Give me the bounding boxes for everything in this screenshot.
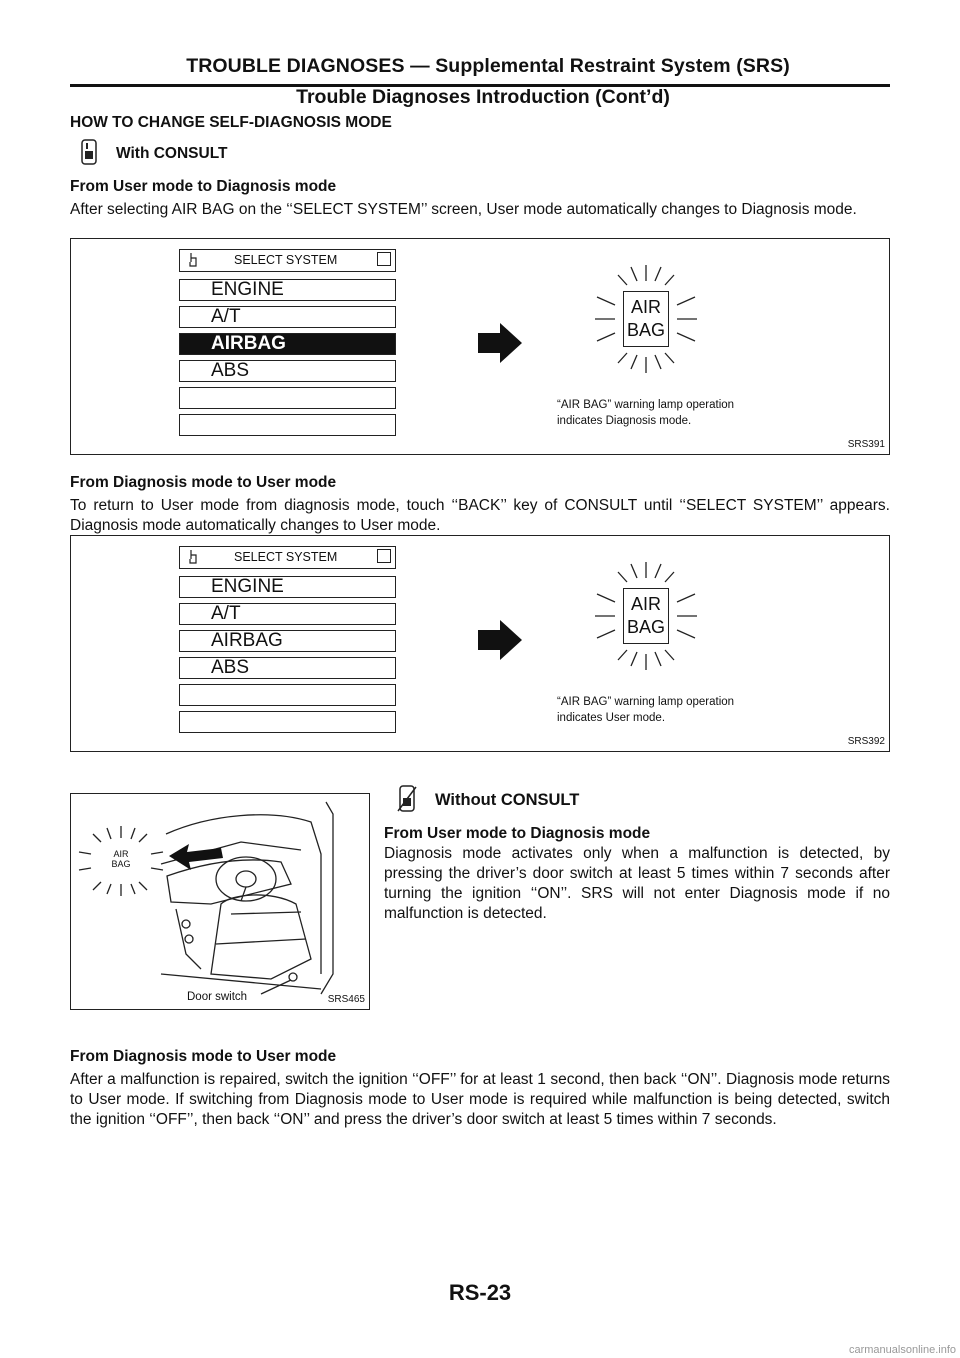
menu-item-at: A/T bbox=[179, 603, 396, 625]
wo-u2d-text: Diagnosis mode activates only when a malfunction is detected, by pressing the driver’s door switch at least 5 times within 7 seconds after turning the ignition ‘‘ON’’. SRS will not enter Diagnosis mode if no malfunction is detected. bbox=[384, 845, 890, 922]
lamp-label bbox=[109, 849, 133, 869]
with-consult-heading: With CONSULT bbox=[116, 145, 228, 162]
car-interior-illustration bbox=[71, 794, 369, 1009]
menu-item-airbag: AIRBAG bbox=[179, 630, 396, 652]
menu-item-abs: ABS bbox=[179, 657, 396, 679]
checkbox-square-icon bbox=[377, 252, 391, 266]
menu-item-abs: ABS bbox=[179, 360, 396, 382]
u2d-text: After selecting AIR BAG on the ‘‘SELECT SYSTEM’’ screen, User mode automatically changes to Diagnosis mode. bbox=[70, 201, 857, 218]
lamp-text-bag: BAG bbox=[111, 859, 131, 869]
airbag-warning-lamp bbox=[623, 291, 669, 347]
lamp-text-air: AIR bbox=[113, 849, 129, 859]
u2d-heading: From User mode to Diagnosis mode bbox=[70, 178, 337, 195]
figure2-code: SRS392 bbox=[847, 736, 885, 747]
figure-srs392 bbox=[70, 535, 890, 752]
figure-srs465 bbox=[70, 793, 370, 1010]
without-consult-heading: Without CONSULT bbox=[435, 791, 580, 809]
section-title: HOW TO CHANGE SELF-DIAGNOSIS MODE bbox=[70, 114, 392, 131]
no-consult-icon bbox=[397, 785, 417, 813]
figure1-caption-line2: indicates Diagnosis mode. bbox=[557, 415, 692, 427]
menu-item-airbag-selected: AIRBAG bbox=[179, 333, 396, 355]
wo-d2u-text: After a malfunction is repaired, switch the ignition ‘‘OFF’’ for at least 1 second, then back ‘‘ON’’. Diagnosis mode returns to User mode. If switching from Diagnosis mode to User mode is required while malfunction is being detected, switch the ignition ‘‘OFF’’, then back ‘‘ON’’ and press the driver’s door switch at least 5 times within 7 seconds. bbox=[70, 1071, 890, 1128]
figure1-caption-line1: “AIR BAG” warning lamp operation bbox=[557, 399, 735, 411]
lamp-text-air: AIR bbox=[630, 594, 661, 614]
right-arrow-icon bbox=[478, 323, 522, 363]
d2u-text: To return to User mode from diagnosis mode, touch ‘‘BACK’’ key of CONSULT until ‘‘SELECT SYSTEM’’ appears. Diagnosis mode automatically changes to User mode. bbox=[70, 497, 890, 534]
menu-item-empty-1 bbox=[179, 684, 396, 706]
menu-item-empty-2 bbox=[179, 414, 396, 436]
wo-d2u-heading: From Diagnosis mode to User mode bbox=[70, 1048, 337, 1065]
door-switch-label: Door switch bbox=[187, 991, 248, 1003]
menu-item-empty-1 bbox=[179, 387, 396, 409]
menu-item-empty-2 bbox=[179, 711, 396, 733]
lamp-text-bag: BAG bbox=[626, 320, 665, 340]
hand-pointer-icon bbox=[188, 549, 198, 565]
menu-item-engine: ENGINE bbox=[179, 279, 396, 301]
watermark: carmanualsonline.info bbox=[848, 1344, 956, 1356]
lamp-text-air: AIR bbox=[630, 297, 661, 317]
lamp-text-bag: BAG bbox=[626, 617, 665, 637]
wo-u2d-heading: From User mode to Diagnosis mode bbox=[384, 825, 651, 842]
page-number: RS-23 bbox=[448, 1280, 512, 1305]
consult-icon bbox=[80, 139, 98, 165]
figure1-code: SRS391 bbox=[847, 439, 885, 450]
d2u-heading: From Diagnosis mode to User mode bbox=[70, 474, 337, 491]
figure2-caption-line2: indicates User mode. bbox=[557, 712, 666, 724]
airbag-warning-lamp bbox=[623, 588, 669, 644]
menu-item-engine: ENGINE bbox=[179, 576, 396, 598]
menu-item-at: A/T bbox=[179, 306, 396, 328]
checkbox-square-icon bbox=[377, 549, 391, 563]
select-system-label: SELECT SYSTEM bbox=[234, 550, 338, 564]
figure-srs391 bbox=[70, 238, 890, 455]
figure2-caption-line1: “AIR BAG” warning lamp operation bbox=[557, 696, 735, 708]
right-arrow-icon bbox=[478, 620, 522, 660]
figure3-code: SRS465 bbox=[327, 994, 365, 1005]
page-header-subtitle: Trouble Diagnoses Introduction (Cont’d) bbox=[296, 86, 670, 108]
select-system-header bbox=[179, 546, 396, 569]
hand-pointer-icon bbox=[188, 252, 198, 268]
page-header-title: TROUBLE DIAGNOSES — Supplemental Restraint System (SRS) bbox=[186, 55, 790, 77]
select-system-label: SELECT SYSTEM bbox=[234, 253, 338, 267]
select-system-header bbox=[179, 249, 396, 272]
